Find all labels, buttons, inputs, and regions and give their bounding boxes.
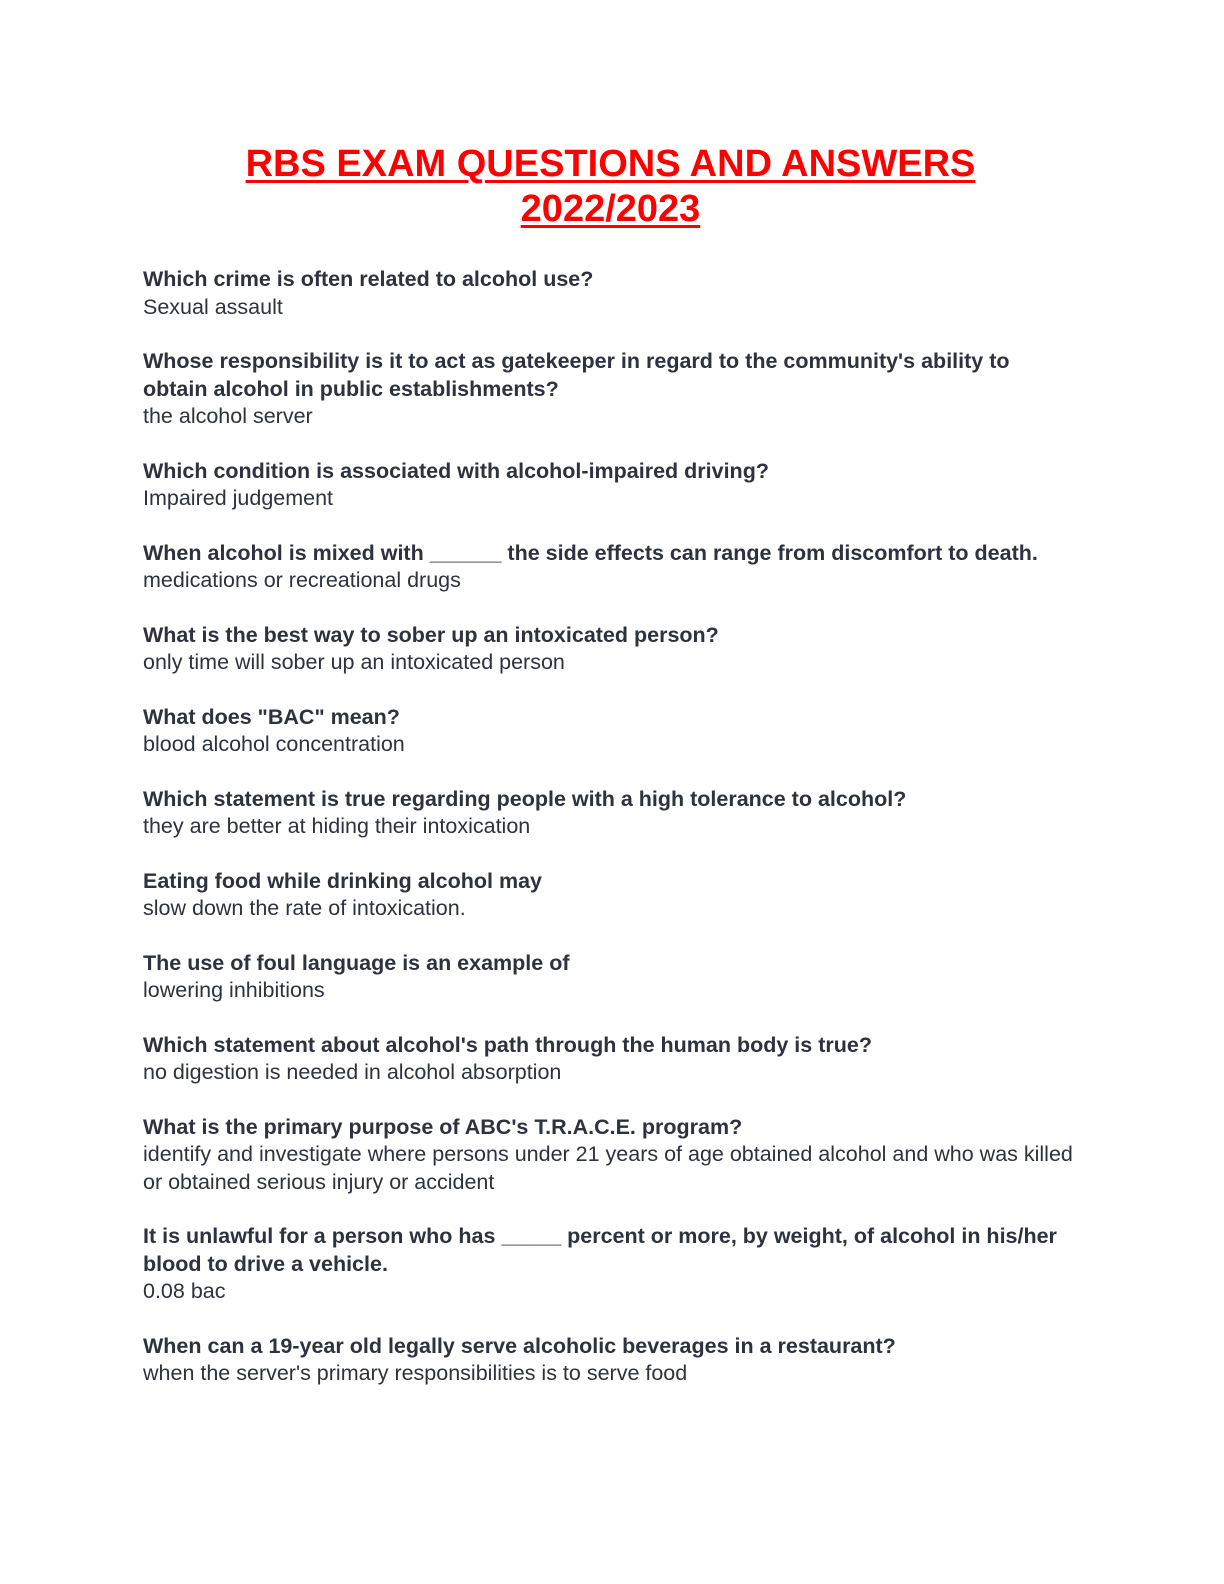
answer-text: 0.08 bac bbox=[143, 1279, 226, 1303]
answer-text: no digestion is needed in alcohol absorption bbox=[143, 1060, 562, 1084]
question-text: Which statement about alcohol's path through the human body is true? bbox=[143, 1032, 872, 1057]
qa-item bbox=[143, 1333, 1074, 1388]
question-text: When alcohol is mixed with ______ the side effects can range from discomfort to death. bbox=[143, 540, 1038, 565]
qa-item bbox=[143, 950, 1074, 1005]
qa-item bbox=[143, 266, 1074, 321]
answer-text: when the server's primary responsibilities is to serve food bbox=[143, 1361, 688, 1385]
qa-item bbox=[143, 786, 1074, 841]
question-text: What does "BAC" mean? bbox=[143, 704, 400, 729]
qa-item bbox=[143, 1032, 1074, 1087]
qa-item bbox=[143, 458, 1074, 513]
page-title bbox=[147, 142, 1074, 232]
qa-item bbox=[143, 1114, 1074, 1197]
qa-item bbox=[143, 704, 1074, 759]
answer-text: medications or recreational drugs bbox=[143, 568, 461, 592]
question-text: Which statement is true regarding people with a high tolerance to alcohol? bbox=[143, 786, 907, 811]
question-text: Which crime is often related to alcohol use? bbox=[143, 267, 594, 291]
question-text: Which condition is associated with alcohol-impaired driving? bbox=[143, 458, 769, 483]
question-text: Eating food while drinking alcohol may bbox=[143, 868, 542, 893]
page-title-line-2: 2022/2023 bbox=[520, 188, 701, 230]
question-text: What is the primary purpose of ABC's T.R.A.C.E. program? bbox=[143, 1114, 743, 1139]
qa-item bbox=[143, 1223, 1074, 1306]
question-text: The use of foul language is an example of bbox=[143, 950, 570, 975]
answer-text: Impaired judgement bbox=[143, 486, 334, 510]
question-text: It is unlawful for a person who has _____ percent or more, by weight, of alcohol in his/her blood to drive a vehicle. bbox=[143, 1224, 1057, 1276]
answer-text: they are better at hiding their intoxication bbox=[143, 814, 531, 838]
question-text: Whose responsibility is it to act as gatekeeper in regard to the community's ability to obtain alcohol in public establishments? bbox=[143, 349, 1010, 401]
question-text: What is the best way to sober up an intoxicated person? bbox=[143, 622, 719, 647]
qa-item bbox=[143, 622, 1074, 677]
qa-list bbox=[143, 266, 1074, 1388]
question-text: When can a 19-year old legally serve alcoholic beverages in a restaurant? bbox=[143, 1333, 896, 1358]
answer-text: identify and investigate where persons under 21 years of age obtained alcohol and who was killed or obtained serious injury or accident bbox=[143, 1142, 1073, 1194]
answer-text: blood alcohol concentration bbox=[143, 732, 405, 756]
qa-item bbox=[143, 868, 1074, 923]
answer-text: lowering inhibitions bbox=[143, 978, 325, 1002]
answer-text: slow down the rate of intoxication. bbox=[143, 896, 466, 920]
answer-text: only time will sober up an intoxicated person bbox=[143, 650, 565, 674]
qa-item bbox=[143, 348, 1074, 431]
page-title-line-1: RBS EXAM QUESTIONS AND ANSWERS bbox=[245, 143, 976, 185]
qa-item bbox=[143, 540, 1074, 595]
answer-text: the alcohol server bbox=[143, 404, 313, 428]
answer-text: Sexual assault bbox=[143, 294, 283, 319]
